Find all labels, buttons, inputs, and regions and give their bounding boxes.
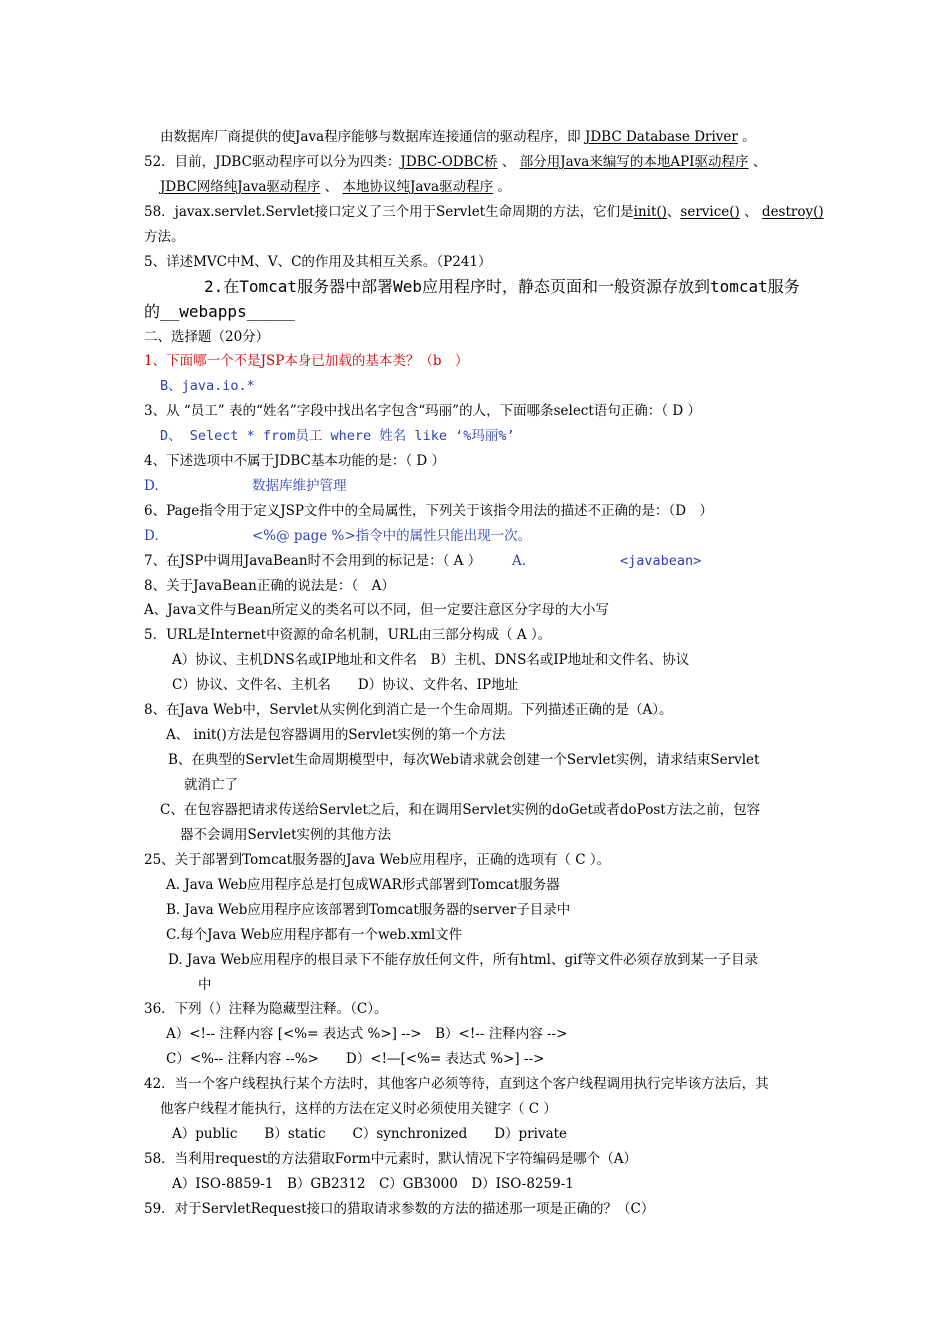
- question-heading-continued: 他客户线程才能执行，这样的方法在定义时必须使用关键字（ C ）: [160, 1101, 557, 1117]
- text-segment: 52．目前，JDBC驱动程序可以分为四类：: [144, 154, 401, 170]
- option-letter: A.: [512, 553, 527, 569]
- question-heading: 1、下面哪一个不是JSP本身已加载的基本类？（b ）: [144, 353, 469, 369]
- question-heading: 3、从 “员工” 表的“姓名”字段中找出名字包含“玛丽”的人，下面哪条select语句正确：（ D ）: [144, 403, 701, 419]
- answer-option-continued: 器不会调用Servlet实例的其他方法: [180, 827, 392, 843]
- question-heading: 36．下列（）注释为隐藏型注释。（C）。: [144, 1001, 388, 1017]
- answer-option: C、在包容器把请求传送给Servlet之后，和在调用Servlet实例的doGet或者doPost方法之前，包容: [160, 802, 761, 818]
- answer-option: B. Java Web应用程序应该部署到Tomcat服务器的server子目录中: [166, 902, 571, 918]
- question-heading: 4、下述选项中不属于JDBC基本功能的是：（ D ）: [144, 453, 445, 469]
- answer-option: A、 init()方法是包容器调用的Servlet实例的第一个方法: [166, 727, 506, 743]
- answer-option: D. Java Web应用程序的根目录下不能存放任何文件，所有html、gif等文件必须存放到某一子目录: [168, 952, 758, 968]
- text-line: 方法。: [144, 229, 185, 245]
- answer-option: D、 Select * from员工 where 姓名 like ‘%玛丽%’: [160, 428, 515, 444]
- text-line: [144, 153, 766, 171]
- option-letter: D.: [144, 478, 159, 494]
- text-segment: 、: [752, 154, 767, 170]
- answer-option-continued: 就消亡了: [184, 777, 238, 793]
- option-text: 数据库维护管理: [252, 478, 347, 494]
- answer-blank: 部分用Java来编写的本地API驱动程序: [519, 154, 749, 170]
- text-segment: 由数据库厂商提供的使Java程序能够与数据库连接通信的驱动程序，即: [160, 129, 581, 145]
- text-line: [144, 203, 824, 221]
- text-segment: 58．javax.servlet.Servlet接口定义了三个用于Servlet生命周期的方法，它们是: [144, 204, 634, 220]
- answer-option: B、java.io.*: [160, 378, 255, 394]
- question-heading: 8、关于JavaBean正确的说法是：（ A）: [144, 578, 395, 594]
- answer-blank: 本地协议纯Java驱动程序: [342, 179, 494, 195]
- question-heading: [144, 552, 702, 570]
- question-heading: 59．对于ServletRequest接口的猎取请求参数的方法的描述那一项是正确的？（C）: [144, 1201, 655, 1217]
- answer-blank: JDBC Database Driver: [584, 129, 738, 145]
- question-heading: 58．当利用request的方法猎取Form中元素时，默认情况下字符编码是哪个（A）: [144, 1151, 638, 1167]
- answer-option: A. Java Web应用程序总是打包成WAR形式部署到Tomcat服务器: [166, 877, 560, 893]
- answer-blank: init(): [633, 204, 667, 220]
- question-heading: 42．当一个客户线程执行某个方法时，其他客户必须等待，直到这个客户线程调用执行完毕该方法后，其: [144, 1076, 769, 1092]
- answer-option: C.每个Java Web应用程序都有一个web.xml文件: [166, 927, 463, 943]
- answer-blank: destroy(): [761, 204, 824, 220]
- text-segment: 。: [742, 129, 756, 145]
- option-letter: D.: [144, 528, 159, 544]
- text-segment: 、: [501, 154, 516, 170]
- question-heading: 6、Page指令用于定义JSP文件中的全局属性，下列关于该指令用法的描述不正确的是：（D ）: [144, 503, 714, 519]
- question-text: 2.在Tomcat服务器中部署Web应用程序时，静态页面和一般资源存放到tomcat服务: [204, 277, 800, 296]
- text-segment: 、: [744, 204, 758, 220]
- answer-option: A、Java文件与Bean所定义的类名可以不同，但一定要注意区分字母的大小写: [144, 602, 610, 618]
- question-text: 的__webapps_____: [144, 302, 295, 321]
- answer-option: [144, 527, 532, 545]
- option-text: <javabean>: [620, 553, 702, 569]
- answer-option-continued: 中: [198, 977, 212, 993]
- answer-option: A）public B）static C）synchronized D）private: [172, 1126, 568, 1142]
- answer-blank: JDBC网络纯Java驱动程序: [160, 179, 321, 195]
- text-line: [160, 128, 756, 146]
- answer-option: A）ISO-8859-1 B）GB2312 C）GB3000 D）ISO-8259-1: [172, 1176, 574, 1192]
- answer-option: A）<!-- 注释内容 [<%= 表达式 %>] --> B）<!-- 注释内容 -->: [166, 1026, 568, 1042]
- text-segment: 、: [666, 204, 681, 220]
- question-heading: 8、在Java Web中，Servlet从实例化到消亡是一个生命周期。下列描述正确的是（A）。: [144, 702, 673, 718]
- section-heading: 二、选择题（20分）: [144, 329, 270, 345]
- option-text: <%@ page %>指令中的属性只能出现一次。: [252, 528, 532, 544]
- text-segment: 。: [497, 179, 511, 195]
- question-text: 7、在JSP中调用JavaBean时不会用到的标记是：（ A ）: [144, 553, 482, 569]
- text-segment: 、: [324, 179, 339, 195]
- text-line: [160, 178, 511, 196]
- answer-option: [144, 477, 347, 495]
- answer-option: B、在典型的Servlet生命周期模型中，每次Web请求就会创建一个Servlet实例，请求结束Servlet: [168, 752, 760, 768]
- question-heading: 5、详述MVC中M、V、C的作用及其相互关系。（P241）: [144, 254, 492, 270]
- answer-option: C）<%-- 注释内容 --%> D）<!—[<%= 表达式 %>] -->: [166, 1051, 545, 1067]
- answer-option: C）协议、文件名、主机名 D）协议、文件名、IP地址: [172, 677, 519, 693]
- answer-blank: service(): [680, 204, 740, 220]
- answer-option: A）协议、主机DNS名或IP地址和文件名 B）主机、DNS名或IP地址和文件名、协议: [172, 652, 690, 668]
- question-heading: 25、关于部署到Tomcat服务器的Java Web应用程序，正确的选项有（ C ）。: [144, 852, 611, 868]
- question-heading: 5．URL是Internet中资源的命名机制，URL由三部分构成（ A ）。: [144, 627, 552, 643]
- answer-blank: JDBC-ODBC桥: [400, 154, 498, 170]
